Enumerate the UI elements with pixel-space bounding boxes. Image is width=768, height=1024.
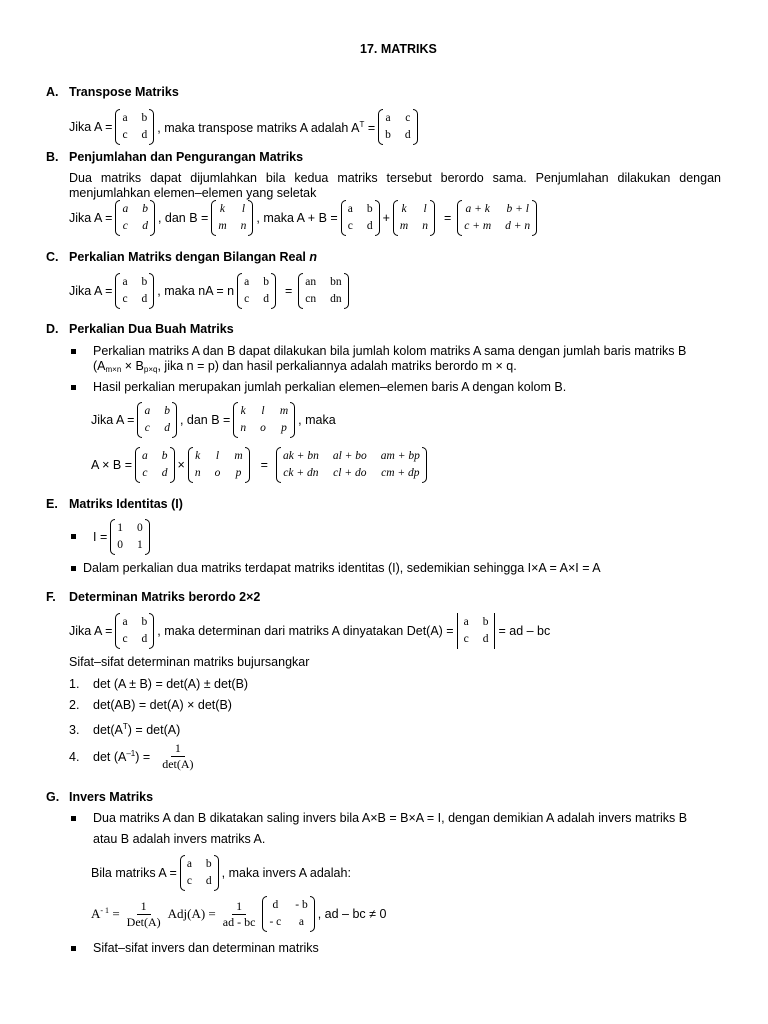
bullet-icon [71, 385, 76, 390]
determinant-matrix: a b c d [457, 613, 496, 649]
matrix-a-transpose: a c b d [378, 109, 418, 145]
section-g-bullet-1-line-2: atau B adalah invers matriks A. [93, 832, 266, 846]
page-title: 17. MATRIKS [360, 42, 437, 56]
section-f-heading: F. Determinan Matriks berordo 2×2 [46, 590, 261, 604]
determinant-properties-title: Sifat–sifat determinan matriks bujursangkar [69, 655, 310, 669]
section-c-formula: Jika A = a b c d , maka nA = n a b c d = an bn cn dn [69, 273, 352, 309]
matrix-a-repeat: a b c d [135, 447, 175, 483]
matrix-b-repeat: k l m n o p [188, 447, 250, 483]
matrix-a: a b c d [115, 613, 154, 649]
section-b-paragraph: Dua matriks dapat dijumlahkan bila kedua matriks tersebut berordo sama. Penjumlahan dilakukan dengan menjumlahkan elemen–elemen yang seletak [69, 171, 721, 200]
matrix-scaled-result: an bn cn dn [298, 273, 348, 309]
matrix-a: a b c d [137, 402, 177, 438]
bullet-icon [71, 349, 76, 354]
matrix-sum-result: a + k b + l c + m d + n [457, 200, 537, 236]
inverse-determinant-fraction: $\frac{1}{\det(A)}$ [162, 741, 194, 771]
determinant-property-4: 4. $\det (A^{-1})$ = $\frac{1}{\det(A)}$ [69, 741, 201, 772]
matrix-a-repeat: a b c d [237, 273, 276, 309]
section-a-formula: Jika A = a b c d , maka transpose matriks A adalah $A^T$ = a c b d [69, 109, 421, 145]
section-e-identity: I = 1 0 0 1 [93, 519, 153, 555]
section-g-heading: G. Invers Matriks [46, 790, 154, 804]
section-g-inverse-formula: $A^{- 1}$ = $\frac{1}{\text{Det(A)}}$ Adj(A) = $\frac{1}{ad - bc}$ d - b - c a , ad – bc ≠ 0 [91, 896, 389, 932]
inverse-fraction-1: $\frac{1}{\text{Det(A)}}$ [126, 898, 161, 929]
matrix-a: a b c d [180, 855, 219, 891]
determinant-property-3: 3. $\det(A^T) = \det(A)$ [69, 722, 181, 737]
matrix-b-repeat: k l m n [393, 200, 435, 236]
matrix-b: k l m n [211, 200, 253, 236]
section-d-bullet-2: Hasil perkalian merupakan jumlah perkalian elemen–elemen baris A dengan kolom B. [93, 380, 567, 394]
section-d-bullet-1-line-1: Perkalian matriks A dan B dapat dilakukan bila jumlah kolom matriks A sama dengan jumlah baris matriks B [93, 344, 687, 358]
determinant-property-1: 1. det (A ± B) = det(A) ± det(B) [69, 677, 249, 691]
section-d-heading: D. Perkalian Dua Buah Matriks [46, 322, 234, 336]
section-a-heading: A. Transpose Matriks [46, 85, 179, 99]
section-g-formula-1: Bila matriks A = a b c d , maka invers A adalah: [91, 855, 354, 891]
section-d-formula-2: A × B = a b c d × k l m n o p = ak + bn al + bo am + bp ck + dn cl + do cm + dp [91, 447, 430, 483]
identity-matrix: 1 0 0 1 [110, 519, 150, 555]
bullet-icon [71, 566, 76, 571]
matrix-a: a b c d [115, 273, 154, 309]
section-g-bullet-1-line-1: Dua matriks A dan B dikatakan saling invers bila A×B = B×A = I, dengan demikian A adalah invers matriks B [93, 811, 688, 825]
matrix-product-result: ak + bn al + bo am + bp ck + dn cl + do cm + dp [276, 447, 427, 483]
matrix-a-repeat: a b c d [341, 200, 380, 236]
determinant-property-2: 2. det(AB) = det(A) × det(B) [69, 698, 232, 712]
section-d-bullet-1-line-2: ($A_{m\times n} \times B_{p\times q}$, jika n = p) dan hasil perkaliannya adalah matriks berordo m × q. [93, 359, 517, 374]
section-c-heading: C. Perkalian Matriks dengan Bilangan Real n [46, 250, 318, 264]
bullet-icon [71, 534, 76, 539]
adjoint-matrix: d - b - c a [262, 896, 314, 932]
section-b-heading: B. Penjumlahan dan Pengurangan Matriks [46, 150, 304, 164]
matrix-a: a b c d [115, 109, 154, 145]
bullet-icon [71, 946, 76, 951]
matrix-b: k l m n o p [233, 402, 295, 438]
section-e-heading: E. Matriks Identitas (I) [46, 497, 183, 511]
bullet-icon [71, 816, 76, 821]
inverse-fraction-2: $\frac{1}{ad - bc}$ [222, 898, 256, 929]
section-g-bullet-3: Sifat–sifat invers dan determinan matriks [93, 941, 319, 955]
matrix-a: a b c d [115, 200, 155, 236]
section-b-formula: Jika A = a b c d , dan B = k l m n , maka A + B = a b c d + k l m n = a + k b + l c + m d + n [69, 200, 540, 236]
section-f-formula: Jika A = a b c d , maka determinan dari matriks A dinyatakan Det(A) = a b c d = ad – bc [69, 613, 553, 649]
section-e-bullet-2: Dalam perkalian dua matriks terdapat matriks identitas (I), sedemikian sehingga I×A = A×I = A [83, 561, 601, 575]
section-d-formula-1: Jika A = a b c d , dan B = k l m n o p , maka [91, 402, 339, 438]
